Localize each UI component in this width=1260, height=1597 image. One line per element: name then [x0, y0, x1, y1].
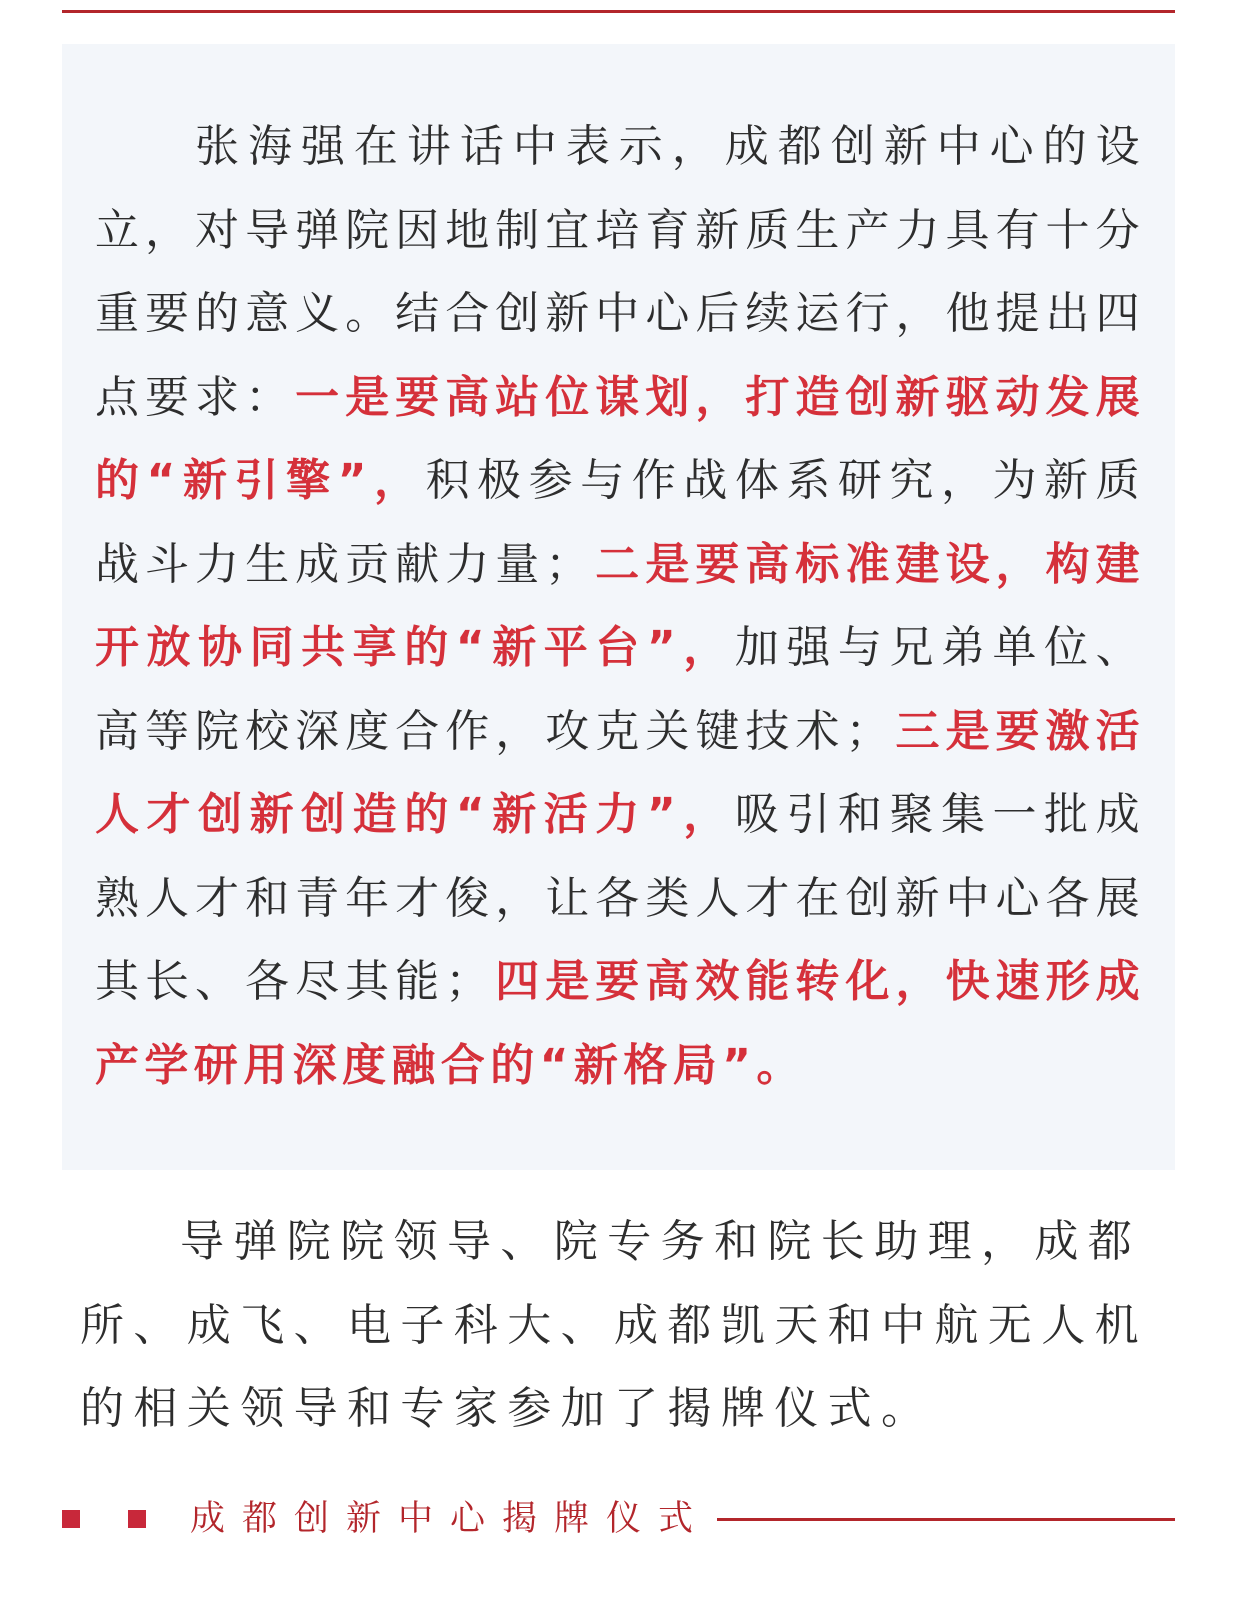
- caption-square-icon: [62, 1510, 80, 1528]
- requirement-2-highlight: 二是要高标准建设，构建开放协同共享的“新平台”，: [95, 538, 1145, 673]
- requirement-3-highlight: 三是要激活人才创新创造的“新活力”，: [95, 705, 1145, 840]
- attendees-paragraph: 导弹院院领导、院专务和院长助理，成都所、成飞、电子科大、成都凯天和中航无人机的相关领导和专家参加了揭牌仪式。: [80, 1216, 1148, 1434]
- requirement-1-highlight: 一是要高站位谋划，打造创新驱动发展的“新引擎”，: [95, 371, 1145, 506]
- requirement-4-highlight: 四是要高效能转化，快速形成产学研用深度融合的“新格局”。: [95, 956, 1145, 1091]
- caption-divider-line: [717, 1518, 1175, 1521]
- requirement-3-detail: 吸引和聚集一批成熟人才和青年才俊，让各类人才在创新中心各展其长、各尽其能；: [95, 789, 1145, 1007]
- top-divider-line: [62, 10, 1175, 13]
- speech-lead-text: 张海强在讲话中表示，成都创新中心的设立，对导弹院因地制宜培育新质生产力具有十分重要的意义。结合创新中心后续运行，他提出四点要求：: [95, 121, 1145, 423]
- caption-title: 成都创新中心揭牌仪式: [190, 1499, 711, 1539]
- caption-square-icon: [128, 1510, 146, 1528]
- image-caption-bar: [62, 1490, 1175, 1546]
- speech-quote-paragraph: [95, 105, 1145, 1107]
- requirement-2-detail: 加强与兄弟单位、高等院校深度合作，攻克关键技术；: [95, 622, 1145, 757]
- requirement-1-detail: 积极参与作战体系研究，为新质战斗力生成贡献力量；: [95, 455, 1145, 590]
